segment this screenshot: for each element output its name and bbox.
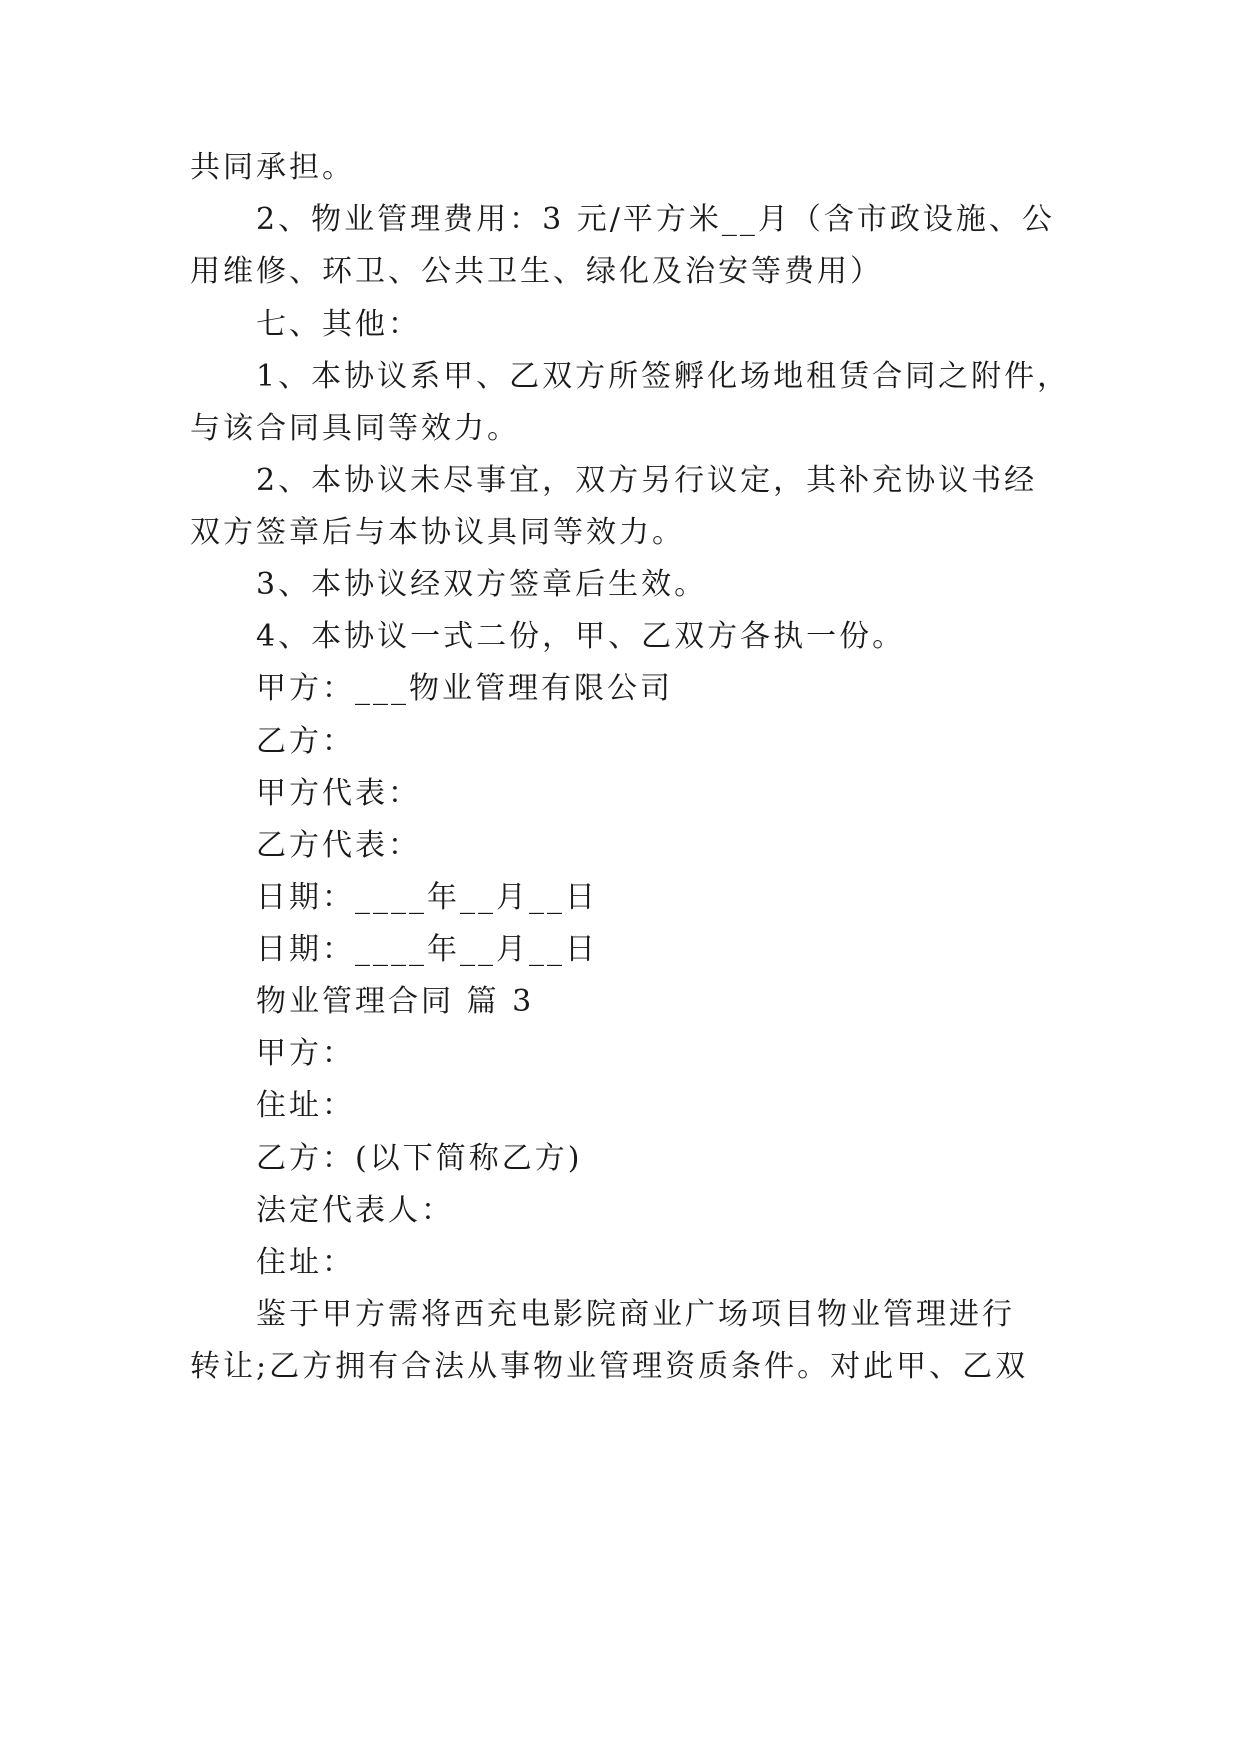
text-line: 2、物业管理费用：3 元/平方米__月（含市政设施、公 [256,202,1055,237]
text-line: 1、本协议系甲、乙双方所签孵化场地租赁合同之附件， [256,359,1071,394]
text-line: 2、本协议未尽事宜，双方另行议定，其补充协议书经 [256,463,1038,498]
address-field: 住址： [256,1245,355,1280]
date-line: 日期：____年__月__日 [256,932,598,967]
text-line: 3、本协议经双方签章后生效。 [256,567,708,602]
contract-title: 物业管理合同 篇 3 [256,984,535,1019]
text-line: 转让;乙方拥有合法从事物业管理资质条件。对此甲、乙双 [190,1349,1029,1384]
party-b-field: 乙方：(以下简称乙方) [256,1141,583,1176]
text-line: 与该合同具同等效力。 [190,411,520,446]
text-line: 用维修、环卫、公共卫生、绿化及治安等费用） [190,254,883,289]
signature-line-party-b: 乙方： [256,724,355,759]
address-field: 住址： [256,1088,355,1123]
section-heading: 七、其他： [256,307,421,342]
text-line: 双方签章后与本协议具同等效力。 [190,515,685,550]
text-line: 共同承担。 [190,150,355,185]
legal-rep-field: 法定代表人： [256,1193,454,1228]
party-a-field: 甲方： [256,1036,355,1071]
text-line: 4、本协议一式二份，甲、乙双方各执一份。 [256,619,906,654]
signature-line-rep-a: 甲方代表： [256,776,421,811]
date-line: 日期：____年__月__日 [256,880,598,915]
signature-line-rep-b: 乙方代表： [256,828,421,863]
text-line: 鉴于甲方需将西充电影院商业广场项目物业管理进行 [256,1297,1015,1332]
signature-line-party-a: 甲方：___物业管理有限公司 [256,671,673,706]
